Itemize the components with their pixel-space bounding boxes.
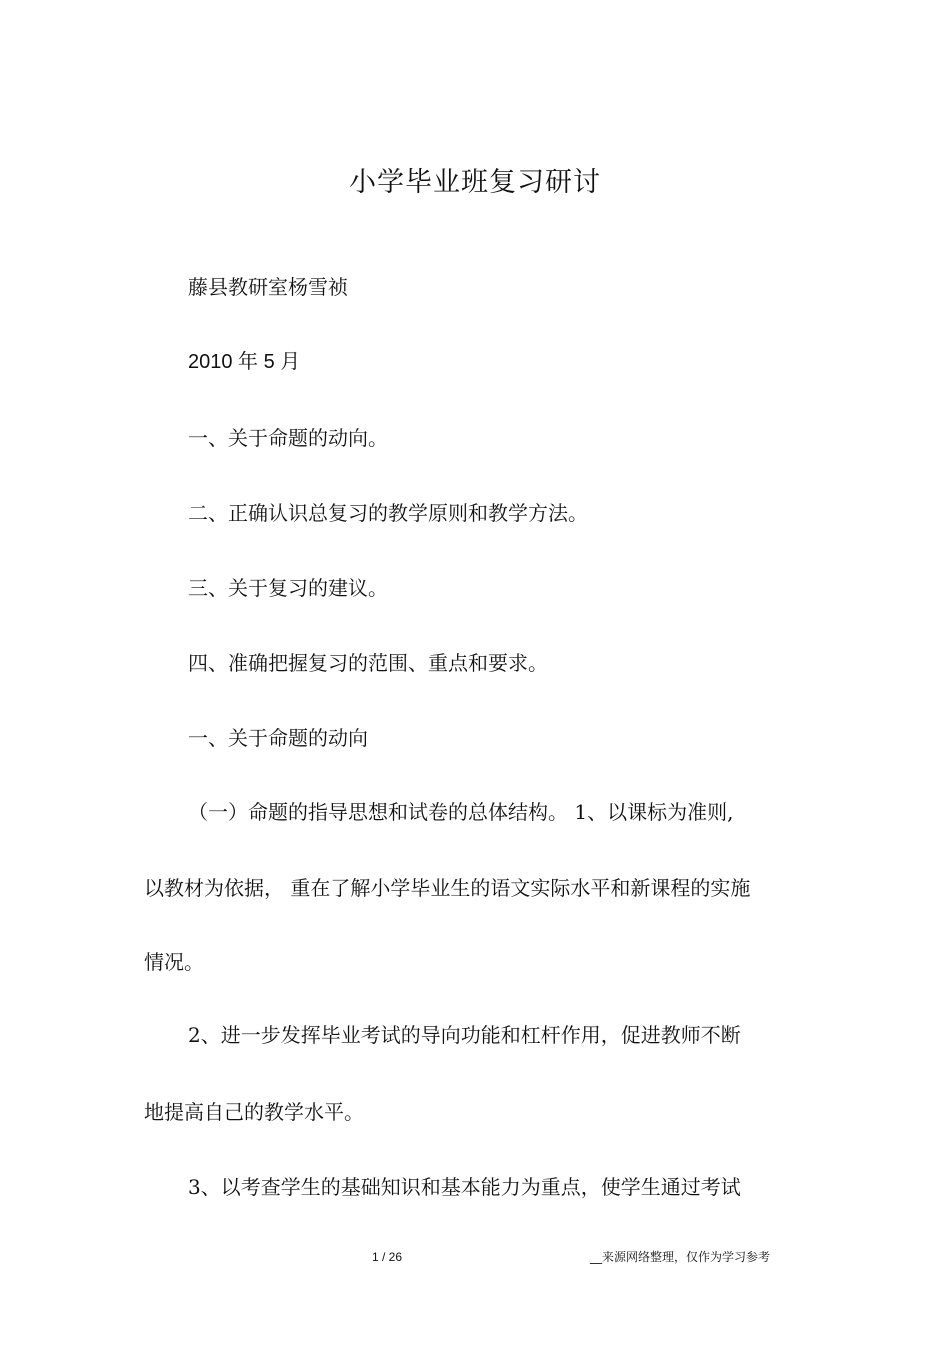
- body-line-3: 情况。: [144, 950, 204, 974]
- document-title: 小学毕业班复习研讨: [349, 167, 601, 198]
- body-line-2: 以教材为依据， 重在了解小学毕业生的语文实际水平和新课程的实施: [144, 876, 751, 900]
- outline-item-1: 一、关于命题的动向。: [188, 426, 388, 450]
- section-heading: 一、关于命题的动向: [188, 726, 368, 750]
- date-line: 2010 年 5 月: [188, 351, 301, 373]
- body-line-1: （一）命题的指导思想和试卷的总体结构。 1、以课标为准则,: [188, 800, 734, 824]
- body-line-6: 3、以考查学生的基础知识和基本能力为重点，使学生通过考试: [188, 1175, 741, 1199]
- footer-note: __来源网络整理，仅作为学习参考: [590, 1250, 771, 1264]
- page-number: 1 / 26: [372, 1250, 403, 1264]
- outline-item-3: 三、关于复习的建议。: [188, 576, 388, 600]
- outline-item-2: 二、正确认识总复习的教学原则和教学方法。: [188, 501, 588, 525]
- outline-item-4: 四、准确把握复习的范围、重点和要求。: [188, 651, 548, 675]
- author-line: 藤县教研室杨雪祯: [188, 275, 348, 299]
- body-line-4: 2、进一步发挥毕业考试的导向功能和杠杆作用，促进教师不断: [188, 1023, 741, 1047]
- body-line-5: 地提高自己的教学水平。: [144, 1100, 364, 1124]
